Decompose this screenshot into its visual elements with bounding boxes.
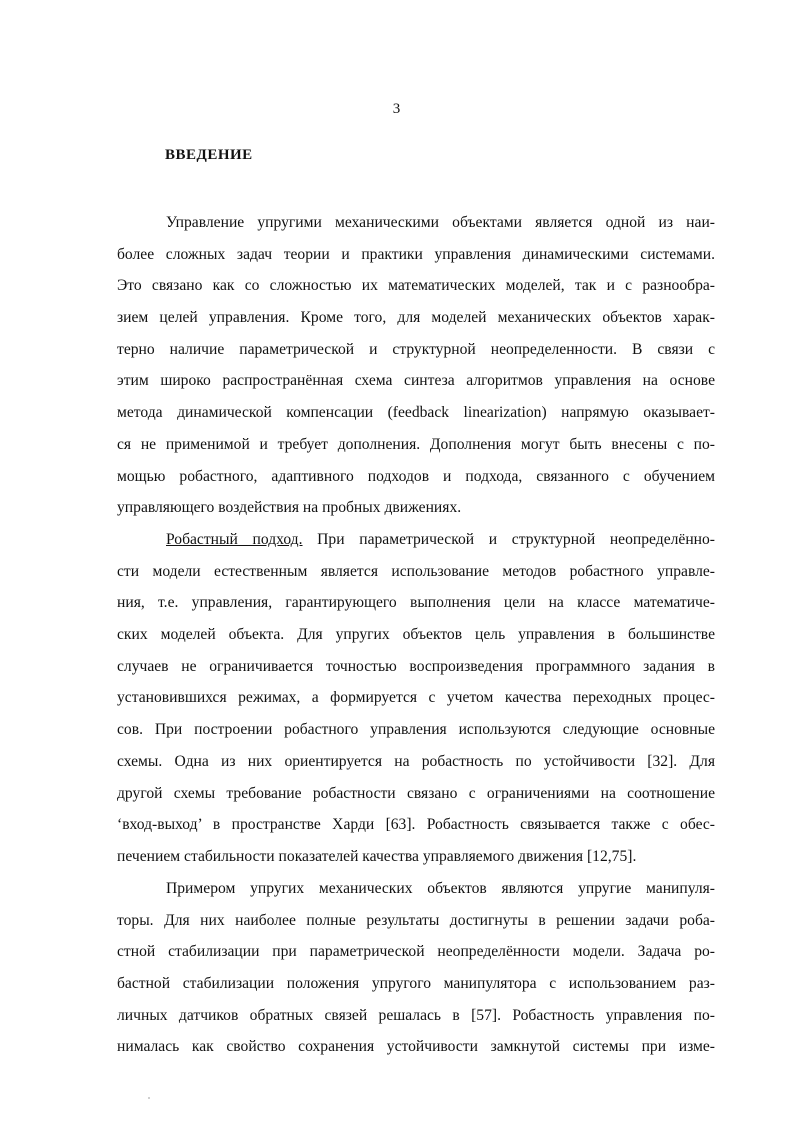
text-line: мощью робастного, адаптивного подходов и подхода, связанного с обучением — [117, 467, 715, 485]
text-line: сти модели естественным является использование методов робастного управле- — [117, 562, 715, 580]
text-line: терно наличие параметрической и структурной неопределенности. В связи с — [117, 340, 715, 358]
text-line-rest: При параметрической и структурной неопределённо- — [302, 531, 715, 548]
section-heading: ВВЕДЕНИЕ — [165, 147, 253, 163]
text-line: управляющего воздействия на пробных движениях. — [117, 499, 462, 517]
text-line — [117, 524, 715, 556]
text-line: ских моделей объекта. Для упругих объектов цель управления в большинстве — [117, 626, 715, 644]
scan-artifact — [148, 1097, 150, 1099]
text-line: другой схемы требование робастности связано с ограничениями на соотношение — [117, 784, 715, 802]
page-number: 3 — [392, 101, 401, 117]
text-line: личных датчиков обратных связей решалась в [57]. Робастность управления по- — [117, 1006, 715, 1024]
text-line: более сложных задач теории и практики управления динамическими системами. — [117, 245, 715, 263]
text-line: зием целей управления. Кроме того, для моделей механических объектов харак- — [117, 309, 715, 327]
text-line: печением стабильности показателей качества управляемого движения [12,75]. — [117, 847, 637, 865]
text-line: ся не применимой и требует дополнения. Дополнения могут быть внесены с по- — [117, 435, 715, 453]
text-line: схемы. Одна из них ориентируется на робастность по устойчивости [32]. Для — [117, 752, 715, 770]
text-line: случаев не ограничивается точностью воспроизведения программного задания в — [117, 657, 715, 675]
paragraph-robust-approach — [117, 524, 715, 873]
text-line: Это связано как со сложностью их математических моделей, так и с разнообра- — [117, 277, 715, 295]
text-line: торы. Для них наиболее полные результаты достигнуты в решении задачи роба- — [117, 911, 715, 929]
paragraph-manipulators — [117, 873, 715, 1063]
text-line: Примером упругих механических объектов являются упругие манипуля- — [166, 880, 715, 897]
text-line: ния, т.е. управления, гарантирующего выполнения цели на классе математиче- — [117, 594, 715, 612]
text-line: этим широко распространённая схема синтеза алгоритмов управления на основе — [117, 372, 715, 390]
text-line: стной стабилизации при параметрической неопределённости модели. Задача ро- — [117, 943, 715, 961]
text-line: нималась как свойство сохранения устойчивости замкнутой системы при изме- — [117, 1038, 715, 1056]
paragraph-intro — [117, 207, 715, 524]
text-line: метода динамической компенсации (feedback linearization) напрямую оказывает- — [117, 404, 715, 422]
text-line: установившихся режимах, а формируется с учетом качества переходных процес- — [117, 689, 715, 707]
underlined-lead: Робастный подход. — [166, 531, 303, 548]
text-line: ‘вход-выход’ в пространстве Харди [63]. Робастность связывается также с обес- — [117, 816, 715, 834]
text-line: сов. При построении робастного управления используются следующие основные — [117, 721, 715, 739]
text-line: Управление упругими механическими объектами является одной из наи- — [166, 214, 715, 231]
text-line: бастной стабилизации положения упругого манипулятора с использованием раз- — [117, 975, 715, 993]
